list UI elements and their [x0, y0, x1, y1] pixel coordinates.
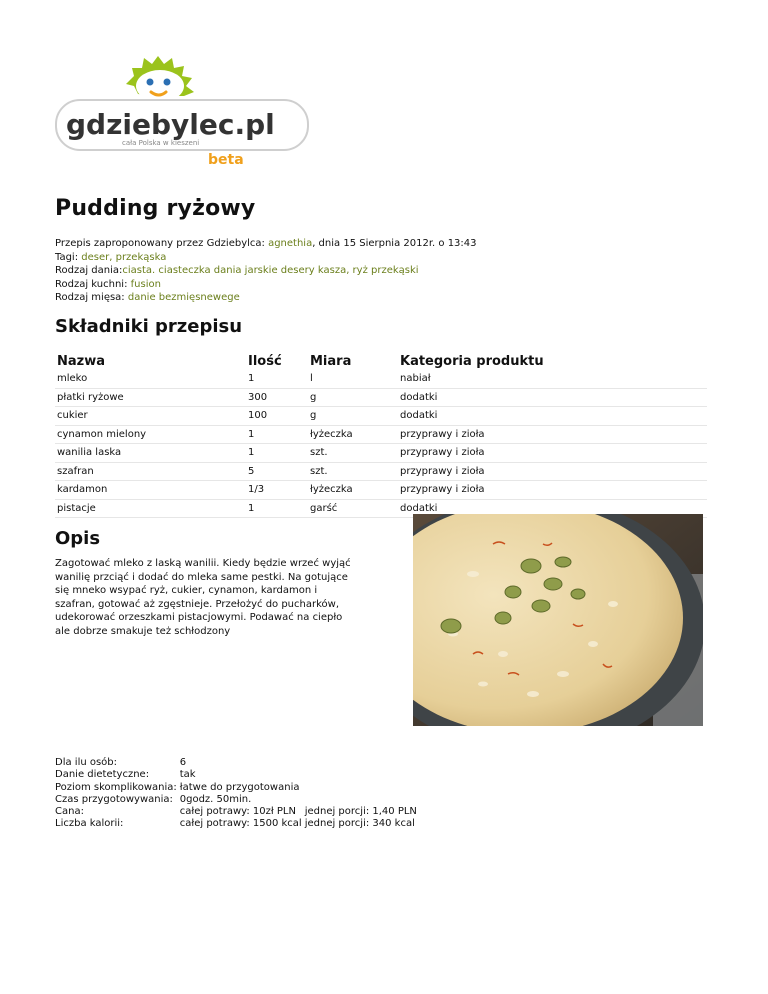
logo-text: gdziebylec.pl	[66, 108, 275, 141]
sun-mascot-icon	[126, 56, 194, 102]
recipe-meta	[55, 237, 477, 305]
logo-badge: beta	[208, 152, 244, 168]
recipe-photo	[413, 514, 703, 726]
ingredient-category: dodatki	[400, 407, 707, 426]
ingredient-name: kardamon	[55, 481, 248, 500]
ingredient-category: przyprawy i zioła	[400, 444, 707, 463]
info-label: Danie dietetyczne:	[55, 769, 150, 781]
ingredient-qty: 1	[248, 499, 310, 518]
ingredient-unit: szt.	[310, 462, 400, 481]
tags-link[interactable]: deser, przekąska	[81, 251, 167, 263]
header-unit: Miara	[310, 353, 352, 369]
table-row	[55, 388, 707, 407]
ingredient-qty: 1	[248, 444, 310, 463]
ingredient-name: pistacje	[55, 499, 248, 518]
ingredient-qty: 1	[248, 370, 310, 388]
recipe-info-table	[55, 757, 420, 831]
ingredient-name: mleko	[55, 370, 248, 388]
ingredient-unit: g	[310, 407, 400, 426]
info-value: 0godz. 50min.	[179, 793, 252, 805]
ingredient-qty: 5	[248, 462, 310, 481]
ingredient-name: płatki ryżowe	[55, 388, 248, 407]
table-row	[55, 425, 707, 444]
meta-dish: Rodzaj dania:ciasta. ciasteczka dania jarskie desery kasza, ryż przekąski	[55, 265, 419, 276]
info-extra	[305, 794, 420, 806]
ingredient-qty: 300	[248, 388, 310, 407]
info-value: łatwe do przygotowania	[179, 781, 300, 793]
info-label: Czas przygotowywania:	[55, 793, 173, 805]
ingredient-name: szafran	[55, 462, 248, 481]
ingredient-qty: 100	[248, 407, 310, 426]
site-logo[interactable]	[52, 52, 312, 168]
meta-cuisine: Rodzaj kuchni: fusion	[55, 278, 161, 290]
table-row	[55, 444, 707, 463]
info-value: całej potrawy: 1500 kcal	[179, 818, 302, 830]
info-row	[55, 818, 420, 830]
table-header-row	[55, 352, 707, 370]
meta-meat: Rodzaj mięsa: danie bezmięsnewege	[55, 292, 240, 303]
ingredients-table	[55, 352, 707, 518]
info-row	[55, 782, 420, 794]
info-label: Dla ilu osób:	[55, 757, 118, 768]
meat-link[interactable]: danie bezmięsnewege	[127, 292, 240, 303]
ingredient-category: przyprawy i zioła	[400, 425, 707, 444]
logo-tagline: cała Polska w kieszeni	[122, 139, 200, 147]
info-extra	[305, 782, 420, 794]
table-row	[55, 481, 707, 500]
info-extra	[305, 769, 420, 781]
ingredient-unit: łyżeczka	[310, 481, 400, 500]
ingredient-category: dodatki	[400, 499, 707, 518]
author-link[interactable]: agnethia	[268, 238, 313, 249]
info-extra	[305, 757, 420, 769]
description-title: Opis	[55, 528, 101, 549]
info-row	[55, 769, 420, 781]
logo-graphic	[52, 52, 312, 168]
info-extra: jednej porcji: 1,40 PLN	[304, 806, 417, 818]
ingredient-unit: l	[310, 370, 400, 388]
info-value: całej potrawy: 10zł PLN	[179, 806, 296, 818]
info-value: tak	[179, 769, 196, 781]
info-row	[55, 757, 420, 769]
info-label: Cana:	[55, 806, 84, 818]
description-text: Zagotować mleko z laską wanilii. Kiedy będzie wrzeć wyjąć wanilię przciąć i dodać do mleka same pestki. Na gotujące się mneko wsypać ryż, cukier, cynamon, kardamon i szafran, gotować aż zgęstnieje. Przełożyć do pucharków, udekorować orzeszkami pistacjowymi. Podawać na ciepło ale dobrze smakuje też schłodzony	[55, 558, 351, 637]
info-row	[55, 806, 420, 818]
ingredient-qty: 1/3	[248, 481, 310, 500]
ingredient-category: przyprawy i zioła	[400, 481, 707, 500]
ingredient-qty: 1	[248, 425, 310, 444]
info-label: Liczba kalorii:	[55, 818, 124, 830]
info-extra: jednej porcji: 340 kcal	[304, 818, 415, 830]
info-value: 6	[179, 757, 187, 768]
info-row	[55, 794, 420, 806]
ingredient-category: dodatki	[400, 388, 707, 407]
dish-link[interactable]: ciasta. ciasteczka dania jarskie desery kasza, ryż przekąski	[122, 265, 419, 276]
ingredient-name: cynamon mielony	[55, 425, 248, 444]
ingredient-name: wanilia laska	[55, 444, 248, 463]
table-row	[55, 370, 707, 388]
ingredient-unit: g	[310, 388, 400, 407]
cuisine-link[interactable]: fusion	[130, 278, 161, 290]
header-name: Nazwa	[57, 353, 106, 369]
header-qty: Ilość	[248, 353, 282, 369]
ingredients-title: Składniki przepisu	[55, 316, 243, 337]
table-row	[55, 462, 707, 481]
header-category: Kategoria produktu	[400, 353, 544, 369]
meta-tags: Tagi: deser, przekąska	[55, 251, 167, 263]
ingredient-unit: łyżeczka	[310, 425, 400, 444]
recipe-title: Pudding ryżowy	[55, 196, 256, 221]
ingredient-unit: szt.	[310, 444, 400, 463]
meta-proposed: Przepis zaproponowany przez Gdziebylca: agnethia, dnia 15 Sierpnia 2012r. o 13:43	[55, 238, 477, 249]
ingredient-category: przyprawy i zioła	[400, 462, 707, 481]
info-label: Poziom skomplikowania:	[55, 781, 177, 793]
ingredient-category: nabiał	[400, 370, 707, 388]
table-row	[55, 407, 707, 426]
ingredient-name: cukier	[55, 407, 248, 426]
ingredient-unit: garść	[310, 499, 400, 518]
